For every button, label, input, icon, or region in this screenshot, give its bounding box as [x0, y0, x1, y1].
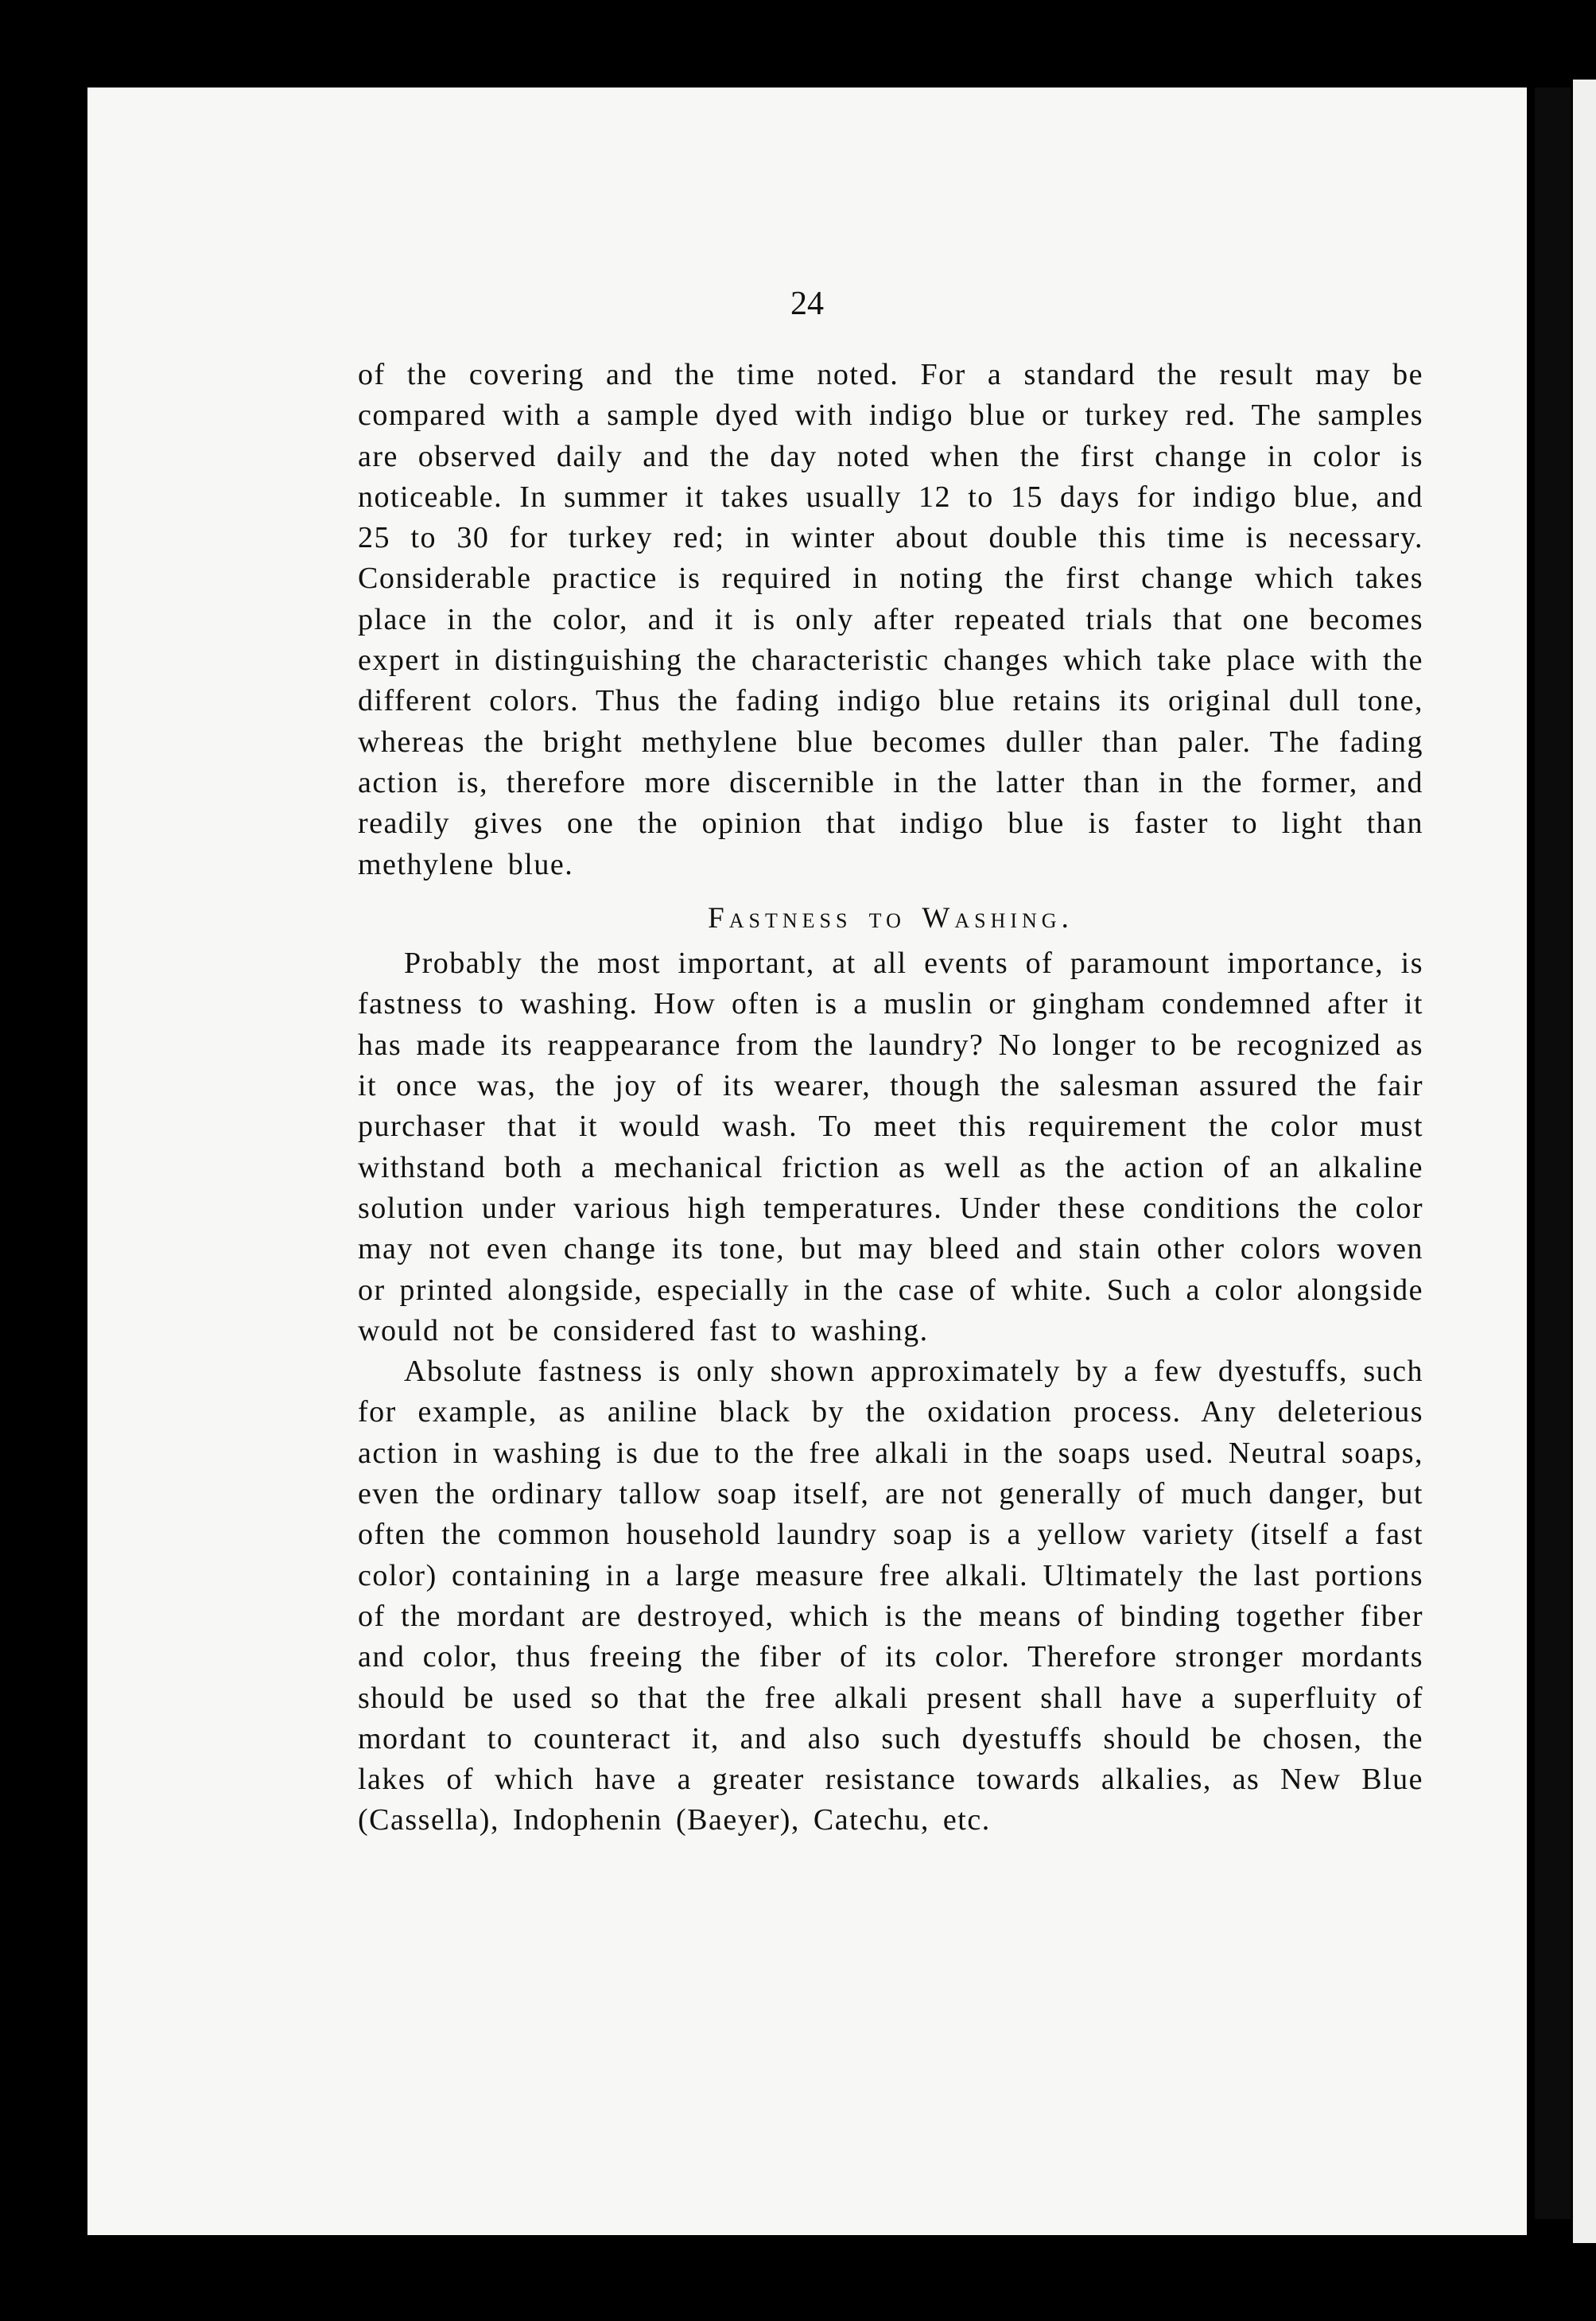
paragraph-absolute-fastness: Absolute fastness is only shown approximately by a few dyestuffs, such for example, as aniline black by the oxidation process. Any deleterious action in washing is due to the free alkali in the soaps used. Neutral soaps, even the ordinary tallow soap itself, are not generally of much danger, but often the common household laundry soap is a yellow variety (itself a fast color) containing in a large measure free alkali. Ultimately the last portions of the mordant are destroyed, which is the means of binding together fiber and color, thus freeing the fiber of its color. Therefore stronger mordants should be used so that the free alkali present shall have a superfluity of mordant to counteract it, and also such dyestuffs should be chosen, the lakes of which have a greater resistance towards alkalies, as New Blue (Cassella), Indophenin (Baeyer), Catechu, etc.	[358, 1355, 1423, 1837]
page-body	[358, 355, 1423, 1841]
paragraph-washing-importance: Probably the most important, at all events of paramount importance, is fastness to washing. How often is a muslin or gingham condemned after it has made its reappearance from the laundry? No longer to be recognized as it once was, the joy of its wearer, though the salesman assured the fair purchaser that it would wash. To meet this requirement the color must withstand both a mechanical friction as well as the action of an alkaline solution under various high temperatures. Under these conditions the color may not even change its tone, but may bleed and stain other colors woven or printed alongside, especially in the case of white. Such a color alongside would not be considered fast to washing.	[358, 947, 1423, 1347]
page-number: 24	[790, 286, 824, 322]
continuation-paragraph: of the covering and the time noted. For a standard the result may be compared with a sample dyed with indigo blue or turkey red. The samples are observed daily and the day noted when the first change in color is noticeable. In summer it takes usually 12 to 15 days for indigo blue, and 25 to 30 for turkey red; in winter about double this time is necessary. Considerable practice is required in noting the first change which takes place in the color, and it is only after repeated trials that one becomes expert in distinguishing the characteristic changes which take place with the different colors. Thus the fading indigo blue retains its original dull tone, whereas the bright methylene blue becomes duller than paler. The fading action is, therefore more discernible in the latter than in the former, and readily gives one the opinion that indigo blue is faster to light than methylene blue.	[358, 358, 1423, 881]
book-page	[87, 87, 1527, 2235]
facing-page-edge	[1573, 80, 1596, 2243]
section-heading: Fastness to Washing.	[708, 901, 1074, 935]
book-gutter	[1535, 87, 1571, 2219]
